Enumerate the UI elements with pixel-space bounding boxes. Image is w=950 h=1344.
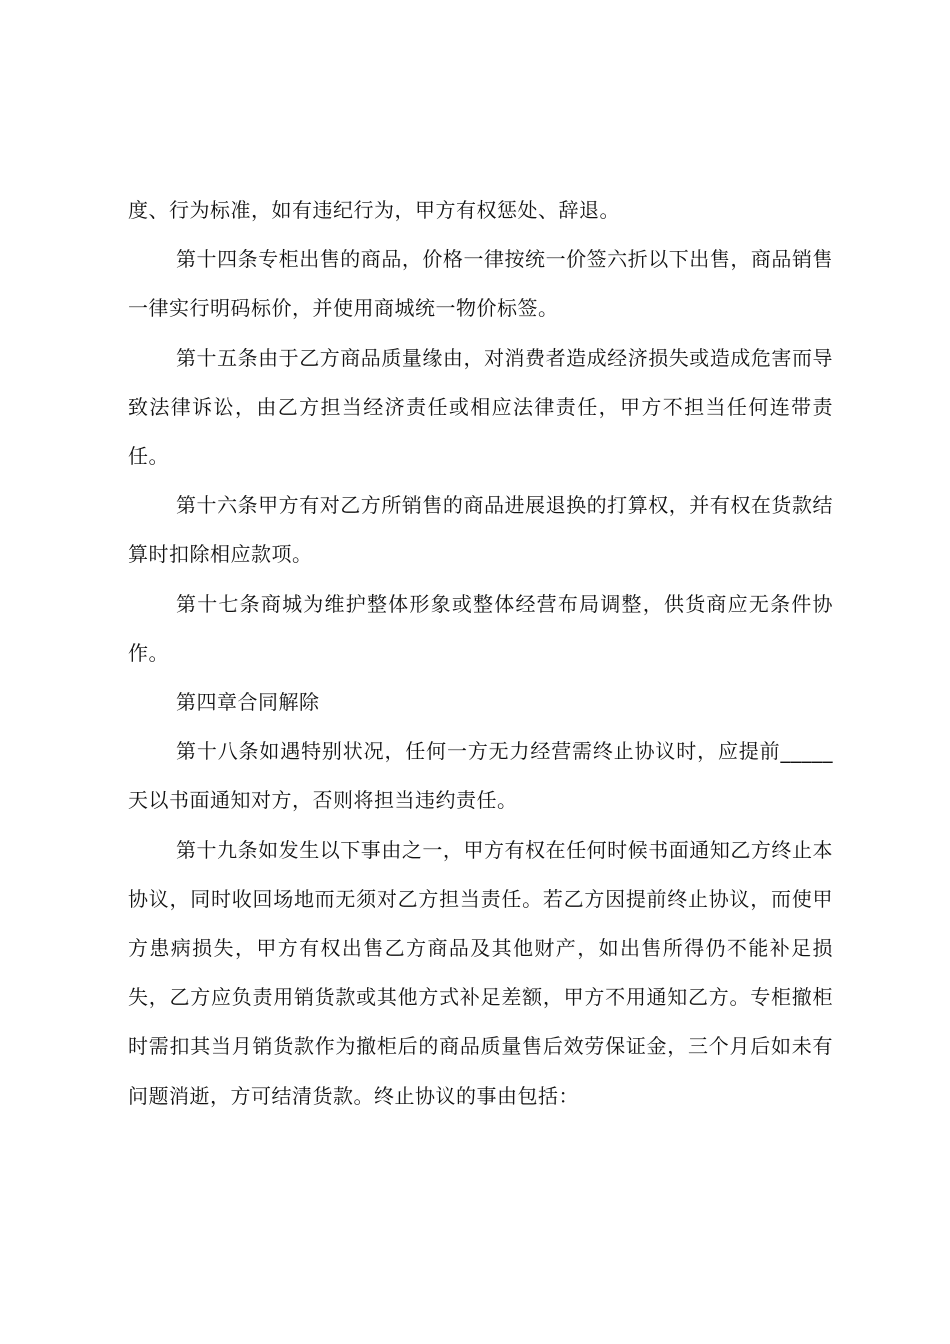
paragraph-continuation: 度、行为标准，如有违纪行为，甲方有权惩处、辞退。: [128, 198, 620, 222]
chapter-heading: 第四章合同解除: [176, 690, 320, 715]
paragraph-article-16: 第十六条甲方有对乙方所销售的商品进展退换的打算权，并有权在货款结算时扣除相应款项。: [128, 493, 833, 567]
document-body: [128, 186, 833, 1121]
paragraph-article-19: 第十九条如发生以下事由之一，甲方有权在任何时候书面通知乙方终止本协议，同时收回场地而无须对乙方担当责任。若乙方因提前终止协议，而使甲方患病损失，甲方有权出售乙方商品及其他财产，如出售所得仍不能补足损失，乙方应负责用销货款或其他方式补足差额，甲方不用通知乙方。专柜撤柜时需扣其当月销货款作为撤柜后的商品质量售后效劳保证金，三个月后如未有问题消逝，方可结清货款。终止协议的事由包括：: [128, 837, 833, 1108]
paragraph-article-18: 第十八条如遇特别状况，任何一方无力经营需终止协议时，应提前_____天以书面通知对方，否则将担当违约责任。: [128, 739, 833, 813]
paragraph-article-15: 第十五条由于乙方商品质量缘由，对消费者造成经济损失或造成危害而导致法律诉讼，由乙方担当经济责任或相应法律责任，甲方不担当任何连带责任。: [128, 345, 833, 469]
paragraph-article-17: 第十七条商城为维护整体形象或整体经营布局调整，供货商应无条件协作。: [128, 591, 833, 665]
paragraph-article-14: 第十四条专柜出售的商品，价格一律按统一价签六折以下出售，商品销售一律实行明码标价，并使用商城统一物价标签。: [128, 247, 833, 321]
